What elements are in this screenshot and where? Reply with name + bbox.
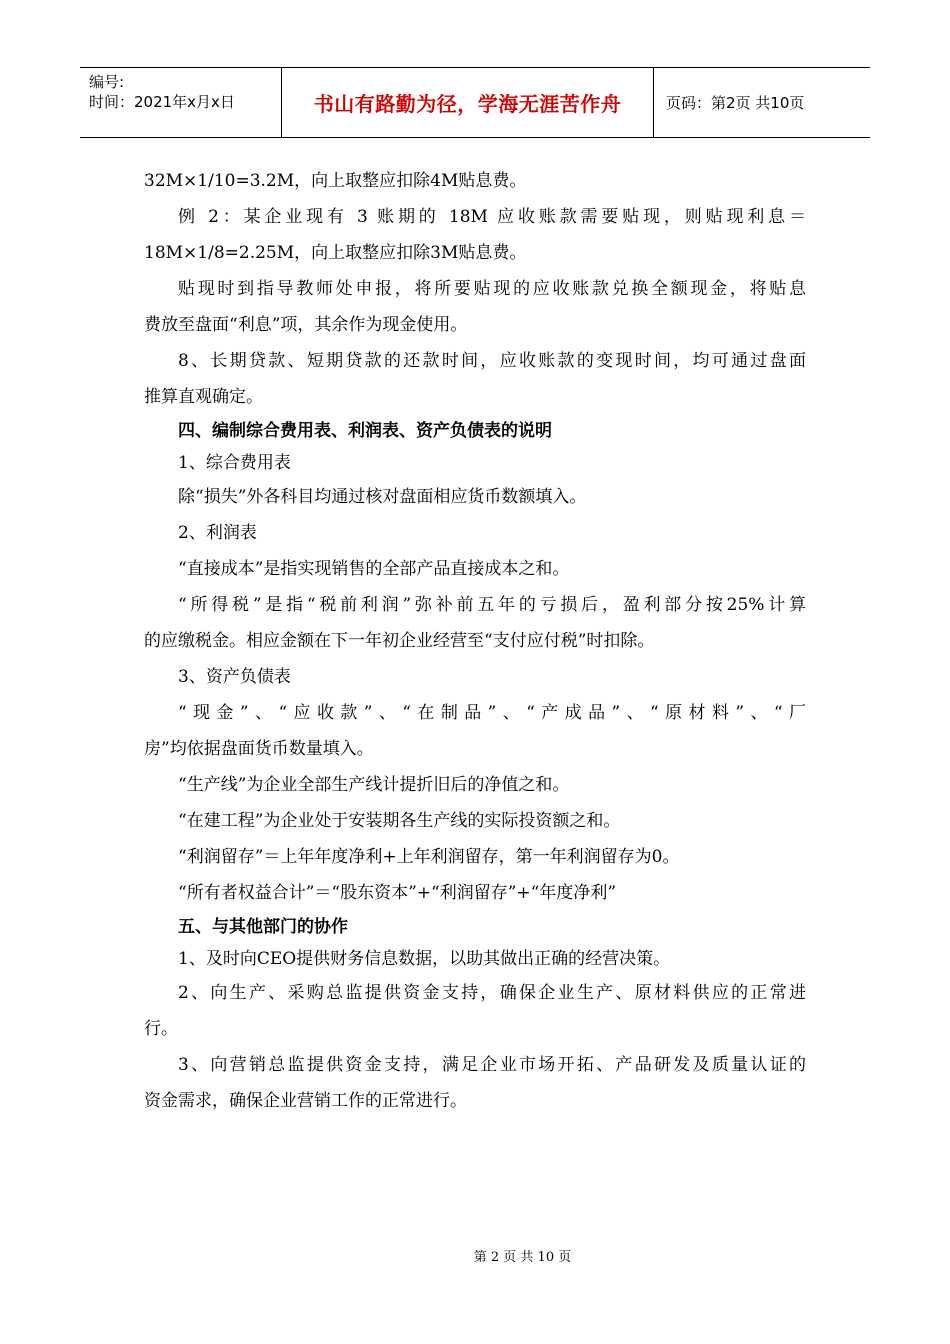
page-header xyxy=(80,67,870,138)
body-line: “生产线”为企业全部生产线计提折旧后的净值之和。 xyxy=(178,775,570,795)
body-line: 例 2：某企业现有 3 账期的 18M 应收账款需要贴现，则贴现利息＝ xyxy=(178,207,806,227)
body-line: 18M×1/8=2.25M，向上取整应扣除3M贴息费。 xyxy=(144,243,527,263)
body-line: 房”均依据盘面货币数量填入。 xyxy=(144,739,374,759)
subsection-heading: 3、资产负债表 xyxy=(178,667,291,687)
subsection-heading: 1、综合费用表 xyxy=(178,453,291,473)
body-line: 2、向生产、采购总监提供资金支持，确保企业生产、原材料供应的正常进 xyxy=(178,983,806,1003)
body-line: 3、向营销总监提供资金支持，满足企业市场开拓、产品研发及质量认证的 xyxy=(178,1055,806,1075)
document-date-label: 时间：2021年x月x日 xyxy=(89,93,235,111)
page-footer: 第 2 页 共 10 页 xyxy=(473,1250,572,1265)
header-meta xyxy=(80,68,282,137)
body-line: 8、长期贷款、短期贷款的还款时间，应收账款的变现时间，均可通过盘面 xyxy=(178,351,806,371)
subsection-heading: 2、利润表 xyxy=(178,523,257,543)
body-line: 除“损失”外各科目均通过核对盘面相应货币数额填入。 xyxy=(178,487,587,507)
body-line: 推算直观确定。 xyxy=(144,387,263,407)
body-line: 费放至盘面“利息”项，其余作为现金使用。 xyxy=(144,315,468,335)
section-heading: 五、与其他部门的协作 xyxy=(178,917,348,937)
body-line: 贴现时到指导教师处申报，将所要贴现的应收账款兑换全额现金，将贴息 xyxy=(178,279,806,299)
body-line: 的应缴税金。相应金额在下一年初企业经营至“支付应付税”时扣除。 xyxy=(144,631,655,651)
body-line: “直接成本”是指实现销售的全部产品直接成本之和。 xyxy=(178,559,570,579)
body-line: 资金需求，确保企业营销工作的正常进行。 xyxy=(144,1091,467,1111)
document-number-label: 编号: xyxy=(89,73,125,91)
body-line: “所有者权益合计”＝“股东资本”+“利润留存”+“年度净利” xyxy=(178,883,617,903)
body-line: “利润留存”＝上年年度净利+上年利润留存，第一年利润留存为0。 xyxy=(178,847,680,867)
section-heading: 四、编制综合费用表、利润表、资产负债表的说明 xyxy=(178,421,552,441)
body-line: “在建工程”为企业处于安装期各生产线的实际投资额之和。 xyxy=(178,811,621,831)
body-line: “所得税”是指“税前利润”弥补前五年的亏损后，盈利部分按25%计算 xyxy=(178,595,806,615)
document-body xyxy=(144,163,806,1119)
body-line: 32M×1/10=3.2M，向上取整应扣除4M贴息费。 xyxy=(144,171,527,191)
body-line: 1、及时向CEO提供财务信息数据，以助其做出正确的经营决策。 xyxy=(178,949,671,969)
body-line: 行。 xyxy=(144,1019,178,1039)
body-line: “现金”、“应收款”、“在制品”、“产成品”、“原材料”、“厂 xyxy=(178,703,806,723)
header-motto: 书山有路勤为径，学海无涯苦作舟 xyxy=(282,68,654,137)
header-page-info: 页码：第2页 共10页 xyxy=(666,94,805,112)
